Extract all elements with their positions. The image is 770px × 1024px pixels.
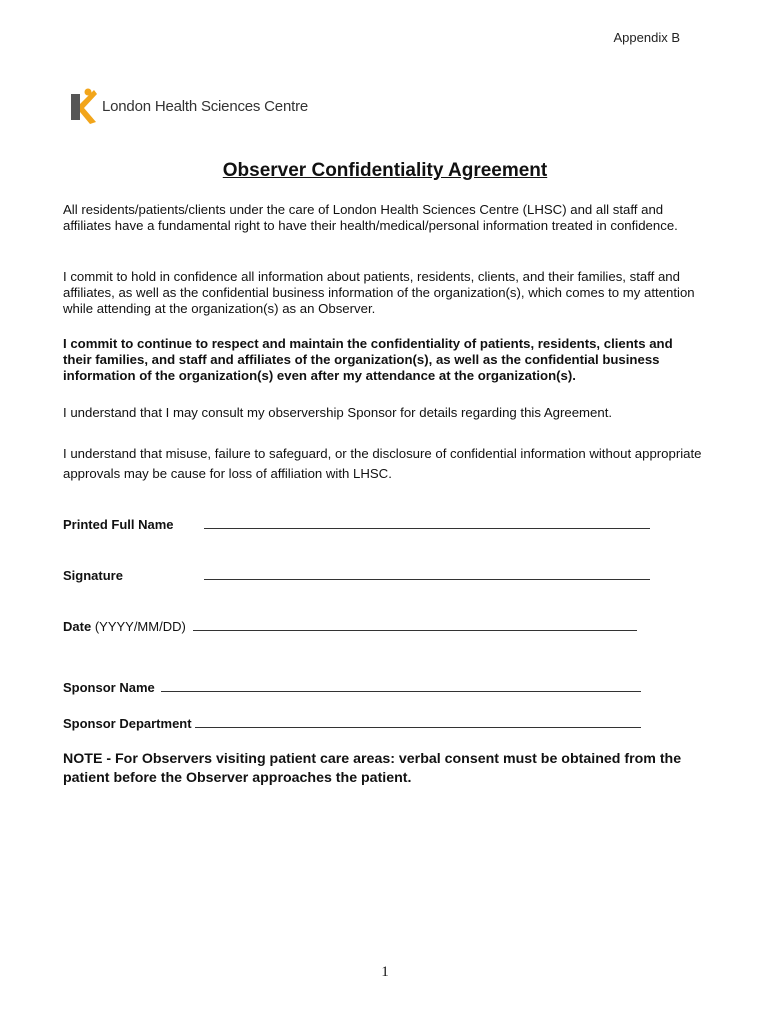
sponsor-name-field (63, 679, 641, 695)
appendix-label: Appendix B (613, 30, 680, 45)
signature-field (63, 567, 650, 583)
signature-input-line[interactable] (204, 567, 650, 580)
date-label: Date (63, 619, 92, 634)
sponsor-name-input-line[interactable] (161, 679, 641, 692)
sponsor-department-label: Sponsor Department (63, 716, 192, 731)
page-title: Observer Confidentiality Agreement (222, 160, 548, 181)
logo-text: London Health Sciences Centre (102, 97, 309, 115)
paragraph-commit-continue: I commit to continue to respect and maintain the confidentiality of patients, residents, clients and their families, and staff and affiliates of the organization(s), as well as the confidential business information of the organization(s) even after my attendance at the organization(s). (63, 336, 673, 383)
page-number: 1 (381, 964, 389, 980)
sponsor-department-field (63, 715, 641, 731)
full-name-label: Printed Full Name (63, 517, 174, 532)
full-name-field (63, 516, 650, 532)
signature-label: Signature (63, 568, 123, 583)
lhsc-logo (68, 86, 308, 126)
paragraph-misuse: I understand that misuse, failure to safeguard, or the disclosure of confidential information without appropriate approvals may be cause for loss of affiliation with LHSC. (63, 446, 702, 481)
paragraph-consult-sponsor: I understand that I may consult my observership Sponsor for details regarding this Agreement. (63, 405, 613, 420)
date-format-hint: (YYYY/MM/DD) (94, 619, 186, 634)
paragraph-rights: All residents/patients/clients under the care of London Health Sciences Centre (LHSC) and all staff and affiliates have a fundamental right to have their health/medical/personal information treated in confidence. (63, 202, 678, 233)
lhsc-logo-icon (68, 86, 98, 126)
full-name-input-line[interactable] (204, 516, 650, 529)
sponsor-name-label: Sponsor Name (63, 680, 155, 695)
date-field (63, 618, 637, 634)
date-input-line[interactable] (193, 618, 637, 631)
sponsor-department-input-line[interactable] (195, 715, 641, 728)
consent-note: NOTE - For Observers visiting patient care areas: verbal consent must be obtained from the patient before the Observer approaches the patient. (63, 751, 682, 786)
paragraph-commit-confidence: I commit to hold in confidence all information about patients, residents, clients, and their families, staff and affiliates, as well as the confidential business information of the organization(s), which comes to my attention while attending at the organization(s) as an Observer. (63, 269, 695, 316)
